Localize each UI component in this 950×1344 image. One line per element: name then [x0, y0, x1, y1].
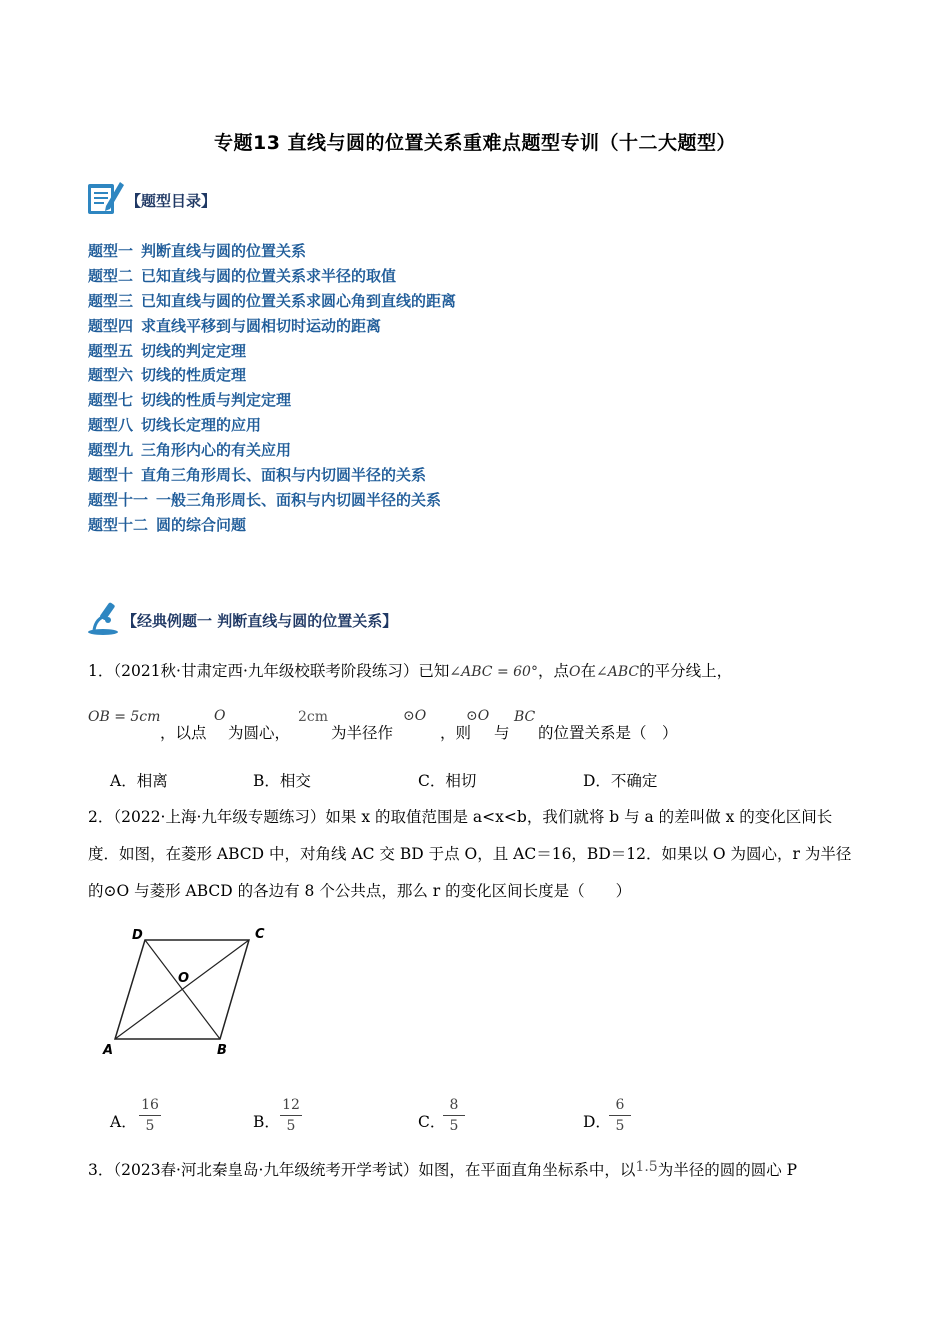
- q2-option-a-fraction: 16 5: [139, 1097, 161, 1134]
- microscope-icon: [86, 600, 122, 636]
- toc-item[interactable]: 题型十一 一般三角形周长、面积与内切圆半径的关系: [88, 490, 442, 509]
- toc-item[interactable]: 题型三 已知直线与圆的位置关系求圆心角到直线的距离: [88, 291, 457, 310]
- q2-option-d-label[interactable]: D．: [583, 1113, 611, 1131]
- label-c: C: [255, 927, 265, 942]
- example-heading-label: 【经典例题一 判断直线与圆的位置关系】: [122, 611, 398, 630]
- toc-item[interactable]: 题型二 已知直线与圆的位置关系求半径的取值: [88, 266, 397, 285]
- toc-list: [88, 239, 456, 538]
- toc-item[interactable]: 题型十二 圆的综合问题: [88, 515, 247, 534]
- toc-item[interactable]: 题型八 切线长定理的应用: [88, 416, 262, 435]
- toc-item[interactable]: 题型九 三角形内心的有关应用: [88, 441, 292, 460]
- q1-option-c[interactable]: C．相切: [418, 772, 477, 790]
- q2-option-b-fraction: 12 5: [280, 1097, 302, 1134]
- question-1-line-1: 1．（2021秋·甘肃定西·九年级校联考阶段练习）已知∠ABC = 60°，点O在∠ABC的平分线上，: [88, 662, 733, 680]
- label-o: O: [178, 971, 190, 986]
- toc-item[interactable]: 题型七 切线的性质与判定定理: [88, 391, 292, 410]
- toc-item[interactable]: 题型一 判断直线与圆的位置关系: [88, 242, 307, 260]
- toc-heading-label: 【题型目录】: [126, 191, 217, 210]
- q2-option-a-label[interactable]: A．: [110, 1113, 137, 1131]
- label-a: A: [103, 1043, 114, 1058]
- rhombus-figure: [98, 922, 288, 1062]
- q1-option-d[interactable]: D．不确定: [583, 772, 658, 790]
- diagonal-bd: [145, 940, 220, 1039]
- q1-option-a[interactable]: A．相离: [110, 772, 168, 790]
- question-3-line-1: 3．（2023春·河北秦皇岛·九年级统考开学考试）如图，在平面直角坐标系中，以1.5为半径的圆的圆心 P: [88, 1159, 798, 1179]
- notepad-icon: [86, 178, 124, 216]
- toc-item[interactable]: 题型十 直角三角形周长、面积与内切圆半径的关系: [88, 466, 427, 485]
- page-title: 专题13 直线与圆的位置关系重难点题型专训（十二大题型）: [213, 132, 737, 154]
- question-2-line-1: 2．（2022·上海·九年级专题练习）如果 x 的取值范围是 a<x<b，我们就将 b 与 a 的差叫做 x 的变化区间长: [88, 808, 833, 826]
- example-heading: [86, 600, 397, 636]
- q1-option-b[interactable]: B．相交: [253, 772, 311, 790]
- q2-option-d-fraction: 6 5: [609, 1097, 631, 1134]
- q2-option-c-fraction: 8 5: [443, 1097, 465, 1134]
- label-d: D: [132, 928, 143, 943]
- question-2-line-2: 度．如图，在菱形 ABCD 中，对角线 AC 交 BD 于点 O，且 AC＝16，BD＝12．如果以 O 为圆心，r 为半径: [88, 845, 852, 863]
- question-2-line-3: 的⊙O 与菱形 ABCD 的各边有 8 个公共点，那么 r 的变化区间长度是（ ）: [88, 882, 632, 900]
- toc-item[interactable]: 题型五 切线的判定定理: [88, 341, 247, 360]
- q2-option-b-label[interactable]: B．: [253, 1113, 280, 1131]
- label-b: B: [217, 1043, 227, 1058]
- toc-item[interactable]: 题型六 切线的性质定理: [88, 366, 247, 385]
- q2-option-c-label[interactable]: C．: [418, 1113, 446, 1131]
- question-1-line-2: OB = 5cm: [88, 709, 161, 725]
- toc-heading: [86, 178, 216, 216]
- toc-item[interactable]: 题型四 求直线平移到与圆相切时运动的距离: [88, 316, 382, 335]
